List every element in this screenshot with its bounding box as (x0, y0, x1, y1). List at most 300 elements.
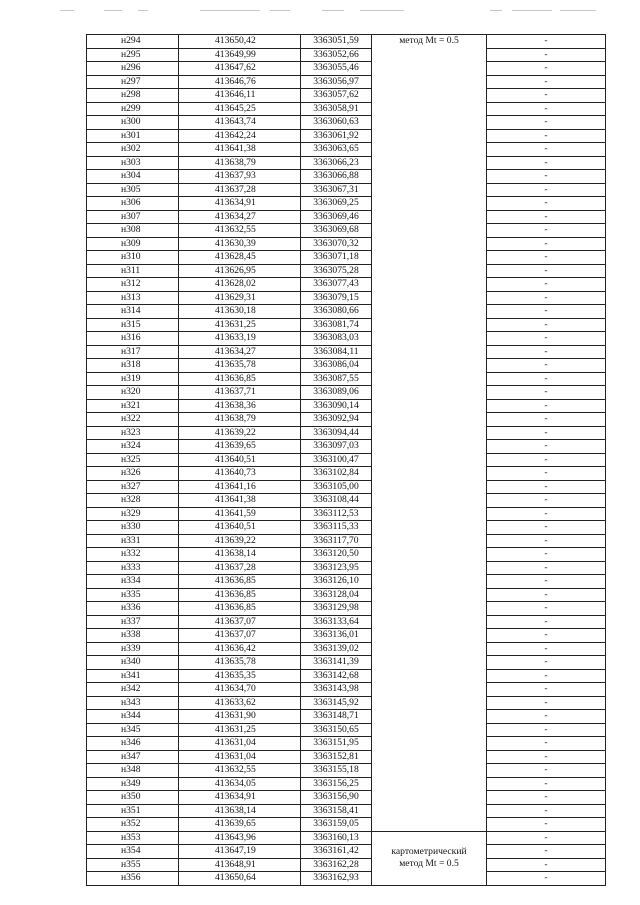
accuracy-cell: - (487, 386, 606, 400)
point-name-cell: н348 (87, 764, 179, 778)
y-coordinate-cell: 3363063,65 (301, 143, 372, 157)
accuracy-cell: - (487, 615, 606, 629)
x-coordinate-cell: 413634,27 (179, 210, 301, 224)
point-name-cell: н304 (87, 170, 179, 184)
table-row (87, 413, 606, 427)
accuracy-cell: - (487, 372, 606, 386)
table-row (87, 210, 606, 224)
point-name-cell: н336 (87, 602, 179, 616)
accuracy-cell: - (487, 345, 606, 359)
accuracy-cell: - (487, 116, 606, 130)
accuracy-cell: - (487, 440, 606, 454)
point-name-cell: н344 (87, 710, 179, 724)
x-coordinate-cell: 413635,78 (179, 656, 301, 670)
accuracy-cell: - (487, 399, 606, 413)
point-name-cell: н299 (87, 102, 179, 116)
point-name-cell: н330 (87, 521, 179, 535)
table-row (87, 588, 606, 602)
point-name-cell: н313 (87, 291, 179, 305)
x-coordinate-cell: 413638,14 (179, 804, 301, 818)
coordinates-table (86, 34, 606, 886)
table-row (87, 440, 606, 454)
table-row (87, 183, 606, 197)
y-coordinate-cell: 3363069,46 (301, 210, 372, 224)
table-row (87, 507, 606, 521)
accuracy-cell: - (487, 750, 606, 764)
y-coordinate-cell: 3363115,33 (301, 521, 372, 535)
x-coordinate-cell: 413640,51 (179, 453, 301, 467)
y-coordinate-cell: 3363070,32 (301, 237, 372, 251)
point-name-cell: н346 (87, 737, 179, 751)
accuracy-cell: - (487, 696, 606, 710)
x-coordinate-cell: 413650,42 (179, 35, 301, 49)
point-name-cell: н298 (87, 89, 179, 103)
table-row (87, 480, 606, 494)
y-coordinate-cell: 3363102,84 (301, 467, 372, 481)
method-cell-top (372, 35, 487, 832)
y-coordinate-cell: 3363159,05 (301, 818, 372, 832)
x-coordinate-cell: 413630,18 (179, 305, 301, 319)
y-coordinate-cell: 3363052,66 (301, 48, 372, 62)
table-row (87, 534, 606, 548)
x-coordinate-cell: 413637,93 (179, 170, 301, 184)
table-row (87, 764, 606, 778)
y-coordinate-cell: 3363156,25 (301, 777, 372, 791)
table-row (87, 170, 606, 184)
x-coordinate-cell: 413641,59 (179, 507, 301, 521)
point-name-cell: н323 (87, 426, 179, 440)
y-coordinate-cell: 3363108,44 (301, 494, 372, 508)
y-coordinate-cell: 3363120,50 (301, 548, 372, 562)
accuracy-cell: - (487, 291, 606, 305)
y-coordinate-cell: 3363155,18 (301, 764, 372, 778)
table-row (87, 48, 606, 62)
point-name-cell: н342 (87, 683, 179, 697)
table-row (87, 791, 606, 805)
point-name-cell: н349 (87, 777, 179, 791)
x-coordinate-cell: 413637,07 (179, 615, 301, 629)
table-row (87, 332, 606, 346)
table-row (87, 872, 606, 886)
table-row (87, 845, 606, 859)
y-coordinate-cell: 3363079,15 (301, 291, 372, 305)
accuracy-cell: - (487, 480, 606, 494)
point-name-cell: н300 (87, 116, 179, 130)
point-name-cell: н333 (87, 561, 179, 575)
accuracy-cell: - (487, 629, 606, 643)
y-coordinate-cell: 3363123,95 (301, 561, 372, 575)
x-coordinate-cell: 413639,22 (179, 426, 301, 440)
table-row (87, 453, 606, 467)
point-name-cell: н321 (87, 399, 179, 413)
accuracy-cell: - (487, 710, 606, 724)
point-name-cell: н328 (87, 494, 179, 508)
x-coordinate-cell: 413641,38 (179, 494, 301, 508)
y-coordinate-cell: 3363084,11 (301, 345, 372, 359)
x-coordinate-cell: 413638,79 (179, 413, 301, 427)
x-coordinate-cell: 413636,85 (179, 372, 301, 386)
y-coordinate-cell: 3363105,00 (301, 480, 372, 494)
accuracy-cell: - (487, 35, 606, 49)
table-row (87, 359, 606, 373)
table-row (87, 426, 606, 440)
accuracy-cell: - (487, 669, 606, 683)
x-coordinate-cell: 413640,51 (179, 521, 301, 535)
table-row (87, 561, 606, 575)
method-label: метод Mt = 0.5 (399, 35, 459, 46)
x-coordinate-cell: 413638,79 (179, 156, 301, 170)
table-row (87, 777, 606, 791)
y-coordinate-cell: 3363057,62 (301, 89, 372, 103)
table-row (87, 804, 606, 818)
point-name-cell: н341 (87, 669, 179, 683)
point-name-cell: н302 (87, 143, 179, 157)
x-coordinate-cell: 413631,04 (179, 737, 301, 751)
table-row (87, 629, 606, 643)
table-row (87, 251, 606, 265)
x-coordinate-cell: 413640,73 (179, 467, 301, 481)
point-name-cell: н347 (87, 750, 179, 764)
y-coordinate-cell: 3363151,95 (301, 737, 372, 751)
x-coordinate-cell: 413633,19 (179, 332, 301, 346)
point-name-cell: н345 (87, 723, 179, 737)
x-coordinate-cell: 413630,39 (179, 237, 301, 251)
x-coordinate-cell: 413637,07 (179, 629, 301, 643)
method-cell-bottom (372, 831, 487, 885)
accuracy-cell: - (487, 453, 606, 467)
point-name-cell: н309 (87, 237, 179, 251)
y-coordinate-cell: 3363069,68 (301, 224, 372, 238)
table-row (87, 35, 606, 49)
accuracy-cell: - (487, 723, 606, 737)
x-coordinate-cell: 413638,36 (179, 399, 301, 413)
x-coordinate-cell: 413636,85 (179, 575, 301, 589)
table-row (87, 818, 606, 832)
point-name-cell: н314 (87, 305, 179, 319)
y-coordinate-cell: 3363087,55 (301, 372, 372, 386)
y-coordinate-cell: 3363141,39 (301, 656, 372, 670)
accuracy-cell: - (487, 48, 606, 62)
accuracy-cell: - (487, 548, 606, 562)
point-name-cell: н335 (87, 588, 179, 602)
table-row (87, 372, 606, 386)
y-coordinate-cell: 3363136,01 (301, 629, 372, 643)
y-coordinate-cell: 3363066,88 (301, 170, 372, 184)
x-coordinate-cell: 413649,99 (179, 48, 301, 62)
y-coordinate-cell: 3363143,98 (301, 683, 372, 697)
accuracy-cell: - (487, 62, 606, 76)
x-coordinate-cell: 413650,64 (179, 872, 301, 886)
y-coordinate-cell: 3363152,81 (301, 750, 372, 764)
y-coordinate-cell: 3363117,70 (301, 534, 372, 548)
point-name-cell: н305 (87, 183, 179, 197)
point-name-cell: н297 (87, 75, 179, 89)
point-name-cell: н320 (87, 386, 179, 400)
accuracy-cell: - (487, 602, 606, 616)
y-coordinate-cell: 3363069,25 (301, 197, 372, 211)
point-name-cell: н353 (87, 831, 179, 845)
table-row (87, 615, 606, 629)
table-row (87, 62, 606, 76)
accuracy-cell: - (487, 305, 606, 319)
accuracy-cell: - (487, 237, 606, 251)
x-coordinate-cell: 413639,65 (179, 440, 301, 454)
table-row (87, 642, 606, 656)
accuracy-cell: - (487, 575, 606, 589)
x-coordinate-cell: 413628,45 (179, 251, 301, 265)
accuracy-cell: - (487, 75, 606, 89)
point-name-cell: н294 (87, 35, 179, 49)
x-coordinate-cell: 413646,76 (179, 75, 301, 89)
x-coordinate-cell: 413635,78 (179, 359, 301, 373)
accuracy-cell: - (487, 507, 606, 521)
point-name-cell: н322 (87, 413, 179, 427)
table-row (87, 723, 606, 737)
table-row (87, 467, 606, 481)
accuracy-cell: - (487, 818, 606, 832)
accuracy-cell: - (487, 521, 606, 535)
point-name-cell: н327 (87, 480, 179, 494)
x-coordinate-cell: 413635,35 (179, 669, 301, 683)
y-coordinate-cell: 3363161,42 (301, 845, 372, 859)
method-label-line2: метод Mt = 0.5 (399, 858, 459, 869)
x-coordinate-cell: 413634,70 (179, 683, 301, 697)
coordinates-table-body (87, 35, 606, 886)
x-coordinate-cell: 413637,28 (179, 561, 301, 575)
x-coordinate-cell: 413645,25 (179, 102, 301, 116)
point-name-cell: н307 (87, 210, 179, 224)
y-coordinate-cell: 3363066,23 (301, 156, 372, 170)
point-name-cell: н306 (87, 197, 179, 211)
y-coordinate-cell: 3363086,04 (301, 359, 372, 373)
x-coordinate-cell: 413642,24 (179, 129, 301, 143)
x-coordinate-cell: 413639,22 (179, 534, 301, 548)
y-coordinate-cell: 3363081,74 (301, 318, 372, 332)
point-name-cell: н350 (87, 791, 179, 805)
point-name-cell: н354 (87, 845, 179, 859)
y-coordinate-cell: 3363126,10 (301, 575, 372, 589)
x-coordinate-cell: 413637,71 (179, 386, 301, 400)
y-coordinate-cell: 3363128,04 (301, 588, 372, 602)
y-coordinate-cell: 3363100,47 (301, 453, 372, 467)
method-label-line1: картометрический (391, 846, 467, 857)
table-row (87, 399, 606, 413)
accuracy-cell: - (487, 791, 606, 805)
table-row (87, 197, 606, 211)
accuracy-cell: - (487, 359, 606, 373)
point-name-cell: н356 (87, 872, 179, 886)
y-coordinate-cell: 3363051,59 (301, 35, 372, 49)
y-coordinate-cell: 3363058,91 (301, 102, 372, 116)
accuracy-cell: - (487, 426, 606, 440)
x-coordinate-cell: 413632,55 (179, 764, 301, 778)
point-name-cell: н295 (87, 48, 179, 62)
x-coordinate-cell: 413648,91 (179, 858, 301, 872)
point-name-cell: н315 (87, 318, 179, 332)
accuracy-cell: - (487, 89, 606, 103)
y-coordinate-cell: 3363092,94 (301, 413, 372, 427)
y-coordinate-cell: 3363071,18 (301, 251, 372, 265)
point-name-cell: н326 (87, 467, 179, 481)
y-coordinate-cell: 3363055,46 (301, 62, 372, 76)
point-name-cell: н308 (87, 224, 179, 238)
accuracy-cell: - (487, 656, 606, 670)
point-name-cell: н351 (87, 804, 179, 818)
table-row (87, 278, 606, 292)
y-coordinate-cell: 3363077,43 (301, 278, 372, 292)
table-row (87, 129, 606, 143)
accuracy-cell: - (487, 561, 606, 575)
x-coordinate-cell: 413633,62 (179, 696, 301, 710)
accuracy-cell: - (487, 332, 606, 346)
accuracy-cell: - (487, 737, 606, 751)
x-coordinate-cell: 413636,85 (179, 602, 301, 616)
accuracy-cell: - (487, 845, 606, 859)
point-name-cell: н339 (87, 642, 179, 656)
y-coordinate-cell: 3363133,64 (301, 615, 372, 629)
x-coordinate-cell: 413639,65 (179, 818, 301, 832)
point-name-cell: н325 (87, 453, 179, 467)
point-name-cell: н338 (87, 629, 179, 643)
y-coordinate-cell: 3363129,98 (301, 602, 372, 616)
y-coordinate-cell: 3363061,92 (301, 129, 372, 143)
point-name-cell: н332 (87, 548, 179, 562)
point-name-cell: н312 (87, 278, 179, 292)
x-coordinate-cell: 413631,04 (179, 750, 301, 764)
accuracy-cell: - (487, 642, 606, 656)
point-name-cell: н337 (87, 615, 179, 629)
table-row (87, 224, 606, 238)
table-row (87, 345, 606, 359)
y-coordinate-cell: 3363060,63 (301, 116, 372, 130)
table-row (87, 75, 606, 89)
y-coordinate-cell: 3363158,41 (301, 804, 372, 818)
point-name-cell: н301 (87, 129, 179, 143)
y-coordinate-cell: 3363150,65 (301, 723, 372, 737)
x-coordinate-cell: 413637,28 (179, 183, 301, 197)
y-coordinate-cell: 3363056,97 (301, 75, 372, 89)
point-name-cell: н324 (87, 440, 179, 454)
point-name-cell: н319 (87, 372, 179, 386)
table-row (87, 575, 606, 589)
point-name-cell: н329 (87, 507, 179, 521)
accuracy-cell: - (487, 197, 606, 211)
table-row (87, 318, 606, 332)
table-row (87, 237, 606, 251)
table-row (87, 737, 606, 751)
x-coordinate-cell: 413647,19 (179, 845, 301, 859)
accuracy-cell: - (487, 534, 606, 548)
table-row (87, 102, 606, 116)
y-coordinate-cell: 3363090,14 (301, 399, 372, 413)
x-coordinate-cell: 413647,62 (179, 62, 301, 76)
accuracy-cell: - (487, 278, 606, 292)
point-name-cell: н355 (87, 858, 179, 872)
x-coordinate-cell: 413626,95 (179, 264, 301, 278)
x-coordinate-cell: 413634,05 (179, 777, 301, 791)
table-row (87, 521, 606, 535)
point-name-cell: н303 (87, 156, 179, 170)
accuracy-cell: - (487, 872, 606, 886)
y-coordinate-cell: 3363083,03 (301, 332, 372, 346)
y-coordinate-cell: 3363097,03 (301, 440, 372, 454)
accuracy-cell: - (487, 170, 606, 184)
table-row (87, 831, 606, 845)
table-row (87, 494, 606, 508)
y-coordinate-cell: 3363145,92 (301, 696, 372, 710)
x-coordinate-cell: 413634,27 (179, 345, 301, 359)
accuracy-cell: - (487, 683, 606, 697)
y-coordinate-cell: 3363156,90 (301, 791, 372, 805)
table-row (87, 750, 606, 764)
accuracy-cell: - (487, 156, 606, 170)
table-row (87, 602, 606, 616)
x-coordinate-cell: 413641,38 (179, 143, 301, 157)
x-coordinate-cell: 413631,25 (179, 723, 301, 737)
x-coordinate-cell: 413629,31 (179, 291, 301, 305)
table-row (87, 669, 606, 683)
table-row (87, 548, 606, 562)
table-row (87, 858, 606, 872)
table-row (87, 683, 606, 697)
point-name-cell: н331 (87, 534, 179, 548)
accuracy-cell: - (487, 183, 606, 197)
accuracy-cell: - (487, 777, 606, 791)
y-coordinate-cell: 3363089,06 (301, 386, 372, 400)
accuracy-cell: - (487, 467, 606, 481)
x-coordinate-cell: 413638,14 (179, 548, 301, 562)
accuracy-cell: - (487, 588, 606, 602)
table-row (87, 116, 606, 130)
y-coordinate-cell: 3363160,13 (301, 831, 372, 845)
y-coordinate-cell: 3363094,44 (301, 426, 372, 440)
point-name-cell: н343 (87, 696, 179, 710)
y-coordinate-cell: 3363139,02 (301, 642, 372, 656)
table-row (87, 89, 606, 103)
x-coordinate-cell: 413631,90 (179, 710, 301, 724)
y-coordinate-cell: 3363142,68 (301, 669, 372, 683)
table-row (87, 156, 606, 170)
point-name-cell: н310 (87, 251, 179, 265)
accuracy-cell: - (487, 831, 606, 845)
y-coordinate-cell: 3363075,28 (301, 264, 372, 278)
table-row (87, 264, 606, 278)
x-coordinate-cell: 413634,91 (179, 791, 301, 805)
y-coordinate-cell: 3363067,31 (301, 183, 372, 197)
accuracy-cell: - (487, 129, 606, 143)
accuracy-cell: - (487, 318, 606, 332)
accuracy-cell: - (487, 251, 606, 265)
accuracy-cell: - (487, 143, 606, 157)
accuracy-cell: - (487, 804, 606, 818)
point-name-cell: н316 (87, 332, 179, 346)
accuracy-cell: - (487, 413, 606, 427)
x-coordinate-cell: 413631,25 (179, 318, 301, 332)
x-coordinate-cell: 413632,55 (179, 224, 301, 238)
accuracy-cell: - (487, 264, 606, 278)
accuracy-cell: - (487, 764, 606, 778)
x-coordinate-cell: 413636,85 (179, 588, 301, 602)
x-coordinate-cell: 413643,96 (179, 831, 301, 845)
table-row (87, 386, 606, 400)
point-name-cell: н296 (87, 62, 179, 76)
point-name-cell: н311 (87, 264, 179, 278)
point-name-cell: н334 (87, 575, 179, 589)
y-coordinate-cell: 3363162,28 (301, 858, 372, 872)
table-row (87, 305, 606, 319)
accuracy-cell: - (487, 210, 606, 224)
table-row (87, 143, 606, 157)
